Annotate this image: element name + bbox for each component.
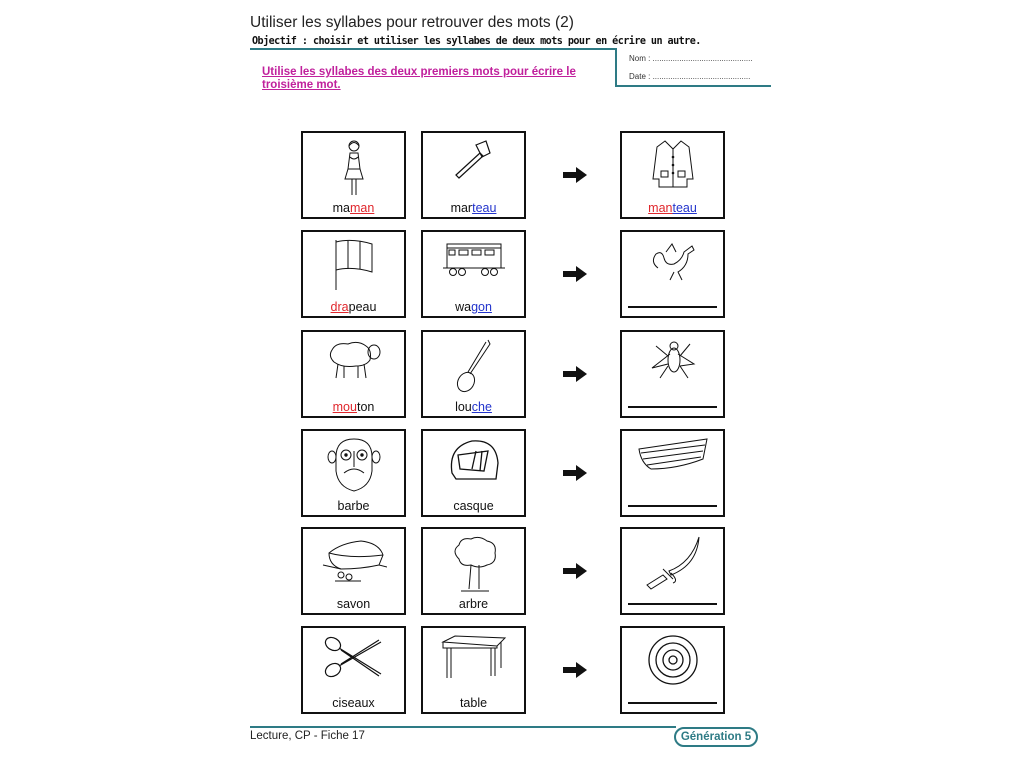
saber-icon <box>643 535 703 596</box>
word-card-1 <box>301 626 406 714</box>
highlighted-syllable: che <box>471 400 492 414</box>
word-card-2 <box>421 429 526 517</box>
answer-card[interactable] <box>620 230 725 318</box>
dragon-icon <box>648 238 698 289</box>
arrow-right-icon <box>563 366 587 382</box>
flag-icon <box>332 238 376 295</box>
syllable: savon <box>336 597 371 611</box>
syllable: ton <box>356 400 375 414</box>
word-card-1 <box>301 429 406 517</box>
instruction-text: Utilise les syllabes des deux premiers mots pour écrire le troisième mot. <box>262 66 576 91</box>
highlighted-syllable: man <box>350 201 375 215</box>
word-label <box>423 300 524 314</box>
syllable: mar <box>450 201 473 215</box>
highlighted-syllable: gon <box>471 300 492 314</box>
word-label <box>303 696 404 710</box>
word-label <box>303 300 404 314</box>
hammer-icon <box>452 139 496 186</box>
train-wagon-icon <box>443 238 505 283</box>
word-card-1 <box>301 330 406 418</box>
word-card-2 <box>421 230 526 318</box>
footer-rule <box>250 726 676 728</box>
arrow-right-icon <box>563 662 587 678</box>
answer-word <box>622 201 723 215</box>
answer-card <box>620 131 725 219</box>
word-label <box>303 400 404 414</box>
answer-card[interactable] <box>620 626 725 714</box>
highlighted-syllable: dra <box>330 300 349 314</box>
syllable: table <box>459 696 488 710</box>
arrow-right-icon <box>563 266 587 282</box>
answer-write-line[interactable] <box>628 306 717 308</box>
header-rule-right <box>615 85 771 87</box>
syllable: ciseaux <box>332 696 375 710</box>
ladle-icon <box>454 338 494 399</box>
word-card-2 <box>421 527 526 615</box>
syllable: casque <box>453 499 494 513</box>
coat-icon <box>651 139 695 196</box>
sheep-icon <box>326 338 382 387</box>
answer-card[interactable] <box>620 429 725 517</box>
boat-icon <box>637 437 709 478</box>
word-label <box>423 696 524 710</box>
answer-write-line[interactable] <box>628 505 717 507</box>
syllable: barbe <box>337 499 370 513</box>
target-icon <box>647 634 699 691</box>
scissors-icon <box>323 634 385 685</box>
highlighted-syllable: mou <box>332 400 357 414</box>
answer-card[interactable] <box>620 330 725 418</box>
word-card-1 <box>301 131 406 219</box>
highlighted-syllable: man <box>648 201 673 215</box>
name-field[interactable]: Nom : ............................................. <box>629 54 753 63</box>
syllable: wa <box>455 300 472 314</box>
highlighted-syllable: teau <box>472 201 497 215</box>
syllable: arbre <box>458 597 489 611</box>
header-rule-vertical <box>615 48 617 86</box>
answer-write-line[interactable] <box>628 406 717 408</box>
soap-icon <box>321 535 387 588</box>
date-field[interactable]: Date : ............................................ <box>629 72 751 81</box>
helmet-icon <box>446 437 502 490</box>
syllable: lou <box>455 400 472 414</box>
objective-text: Objectif : choisir et utiliser les syllabes de deux mots pour en écrire un autre. <box>252 34 701 47</box>
tree-icon <box>449 535 499 598</box>
word-label <box>303 499 404 513</box>
highlighted-syllable: teau <box>672 201 697 215</box>
answer-write-line[interactable] <box>628 702 717 704</box>
bearded-face-icon <box>326 437 382 498</box>
word-card-1 <box>301 230 406 318</box>
arrow-right-icon <box>563 465 587 481</box>
header-rule <box>250 48 616 50</box>
arrow-right-icon <box>563 167 587 183</box>
word-label <box>423 597 524 611</box>
answer-card[interactable] <box>620 527 725 615</box>
syllable: ma <box>332 201 351 215</box>
publisher-badge: Génération 5 <box>674 727 758 747</box>
footer-label: Lecture, CP - Fiche 17 <box>250 730 365 742</box>
word-label <box>423 400 524 414</box>
syllable: peau <box>348 300 377 314</box>
word-label <box>303 597 404 611</box>
woman-icon <box>339 139 369 202</box>
page-title: Utiliser les syllabes pour retrouver des mots (2) <box>250 14 574 31</box>
answer-write-line[interactable] <box>628 603 717 605</box>
word-card-2 <box>421 131 526 219</box>
word-label <box>303 201 404 215</box>
word-card-2 <box>421 330 526 418</box>
word-label <box>423 201 524 215</box>
word-card-1 <box>301 527 406 615</box>
word-label <box>423 499 524 513</box>
table-icon <box>441 634 507 685</box>
arrow-right-icon <box>563 563 587 579</box>
word-card-2 <box>421 626 526 714</box>
fly-icon <box>650 338 696 385</box>
